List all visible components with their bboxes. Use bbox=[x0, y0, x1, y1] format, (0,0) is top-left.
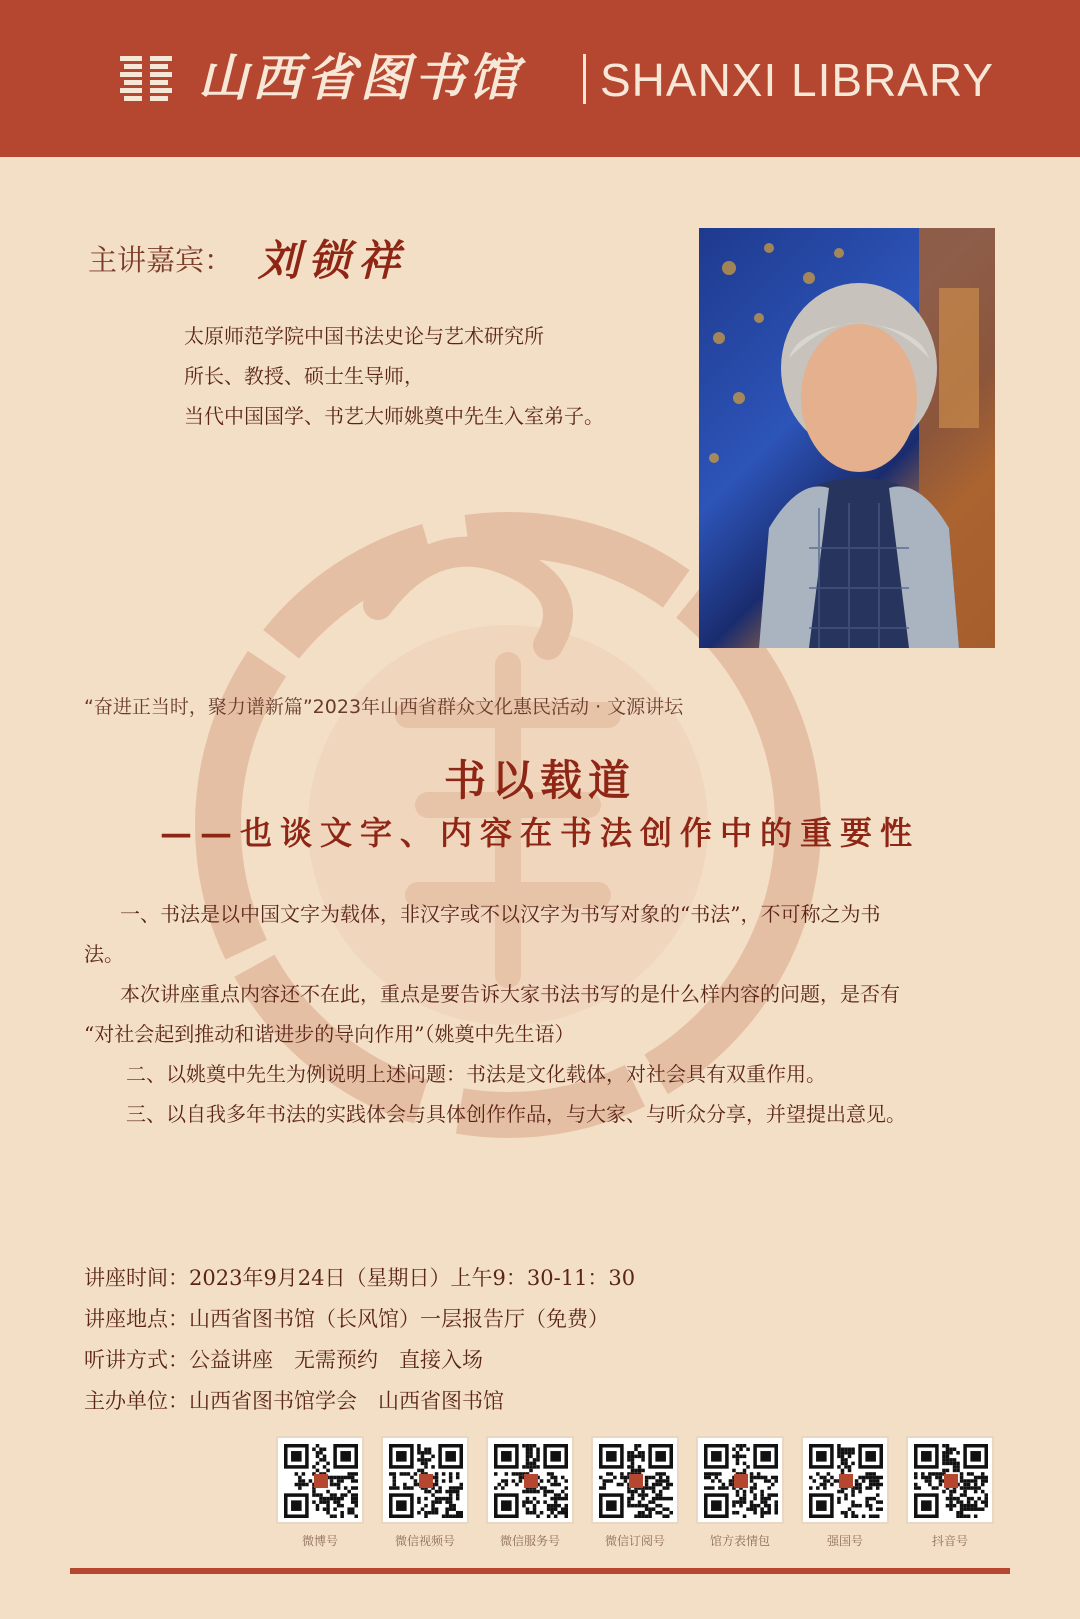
guest-name: 刘锁祥 bbox=[258, 236, 409, 285]
bio-line: 当代中国国学、书艺大师姚奠中先生入室弟子。 bbox=[184, 404, 604, 428]
qr-code-icon[interactable] bbox=[276, 1436, 364, 1524]
qr-label: 微信订阅号 bbox=[604, 1534, 665, 1548]
qr-wechat-subscription[interactable] bbox=[591, 1436, 679, 1549]
qr-wechat-video[interactable] bbox=[381, 1436, 469, 1549]
qr-code-icon[interactable] bbox=[696, 1436, 784, 1524]
guest-bio bbox=[184, 316, 684, 436]
header-banner bbox=[0, 0, 1080, 157]
library-name-cn: 山西省图书馆 bbox=[198, 48, 522, 107]
content-paragraph: “对社会起到推动和谐进步的导向作用”（姚奠中先生语） bbox=[84, 1022, 575, 1046]
event-series-line: “奋进正当时，聚力谱新篇”2023年山西省群众文化惠民活动 · 文源讲坛 bbox=[84, 696, 684, 718]
lecture-title: 书以载道 bbox=[443, 756, 636, 805]
qr-label: 微博号 bbox=[301, 1534, 338, 1548]
library-logo-icon bbox=[118, 52, 174, 104]
qr-weibo[interactable] bbox=[276, 1436, 364, 1549]
qr-label: 馆方表情包 bbox=[709, 1534, 770, 1548]
lecture-host: 主办单位：山西省图书馆学会 山西省图书馆 bbox=[84, 1389, 504, 1413]
library-name-en: SHANXI LIBRARY bbox=[600, 54, 995, 106]
qr-label: 抖音号 bbox=[931, 1534, 968, 1548]
qr-douyin[interactable] bbox=[906, 1436, 994, 1549]
qr-label: 微信视频号 bbox=[394, 1534, 455, 1548]
qr-label: 强国号 bbox=[826, 1534, 863, 1548]
qr-stickers[interactable] bbox=[696, 1436, 784, 1549]
content-paragraph: 二、以姚奠中先生为例说明上述问题：书法是文化载体，对社会具有双重作用。 bbox=[126, 1062, 826, 1086]
qr-code-icon[interactable] bbox=[486, 1436, 574, 1524]
qr-xuexi[interactable] bbox=[801, 1436, 889, 1549]
bio-line: 所长、教授、硕士生导师， bbox=[184, 364, 424, 388]
logo-divider bbox=[583, 54, 586, 104]
portrait-illustration bbox=[699, 228, 995, 648]
guest-portrait-photo bbox=[699, 228, 995, 648]
content-paragraph: 三、以自我多年书法的实践体会与具体创作作品，与大家、与听众分享，并望提出意见。 bbox=[126, 1102, 906, 1126]
lecture-info bbox=[84, 1258, 635, 1422]
qr-code-icon[interactable] bbox=[906, 1436, 994, 1524]
bio-line: 太原师范学院中国书法史论与艺术研究所 bbox=[184, 324, 544, 348]
qr-code-icon[interactable] bbox=[801, 1436, 889, 1524]
guest-label: 主讲嘉宾： bbox=[88, 243, 234, 277]
content-paragraph: 法。 bbox=[84, 942, 124, 966]
lecture-subtitle: ——也谈文字、内容在书法创作中的重要性 bbox=[159, 814, 920, 852]
qr-code-icon[interactable] bbox=[591, 1436, 679, 1524]
qr-code-icon[interactable] bbox=[381, 1436, 469, 1524]
lecture-time: 讲座时间：2023年9月24日（星期日）上午9：30-11：30 bbox=[84, 1266, 636, 1290]
qr-label: 微信服务号 bbox=[499, 1534, 560, 1548]
qr-wechat-service[interactable] bbox=[486, 1436, 574, 1549]
lecture-content bbox=[84, 894, 1000, 1134]
lecture-mode: 听讲方式：公益讲座 无需预约 直接入场 bbox=[84, 1348, 483, 1372]
content-paragraph: 本次讲座重点内容还不在此，重点是要告诉大家书法书写的是什么样内容的问题，是否有 bbox=[120, 982, 900, 1006]
lecture-place: 讲座地点：山西省图书馆（长风馆）一层报告厅（免费） bbox=[84, 1307, 609, 1331]
content-paragraph: 一、书法是以中国文字为载体，非汉字或不以汉字为书写对象的“书法”，不可称之为书 bbox=[120, 902, 881, 926]
bottom-rule bbox=[70, 1568, 1010, 1574]
